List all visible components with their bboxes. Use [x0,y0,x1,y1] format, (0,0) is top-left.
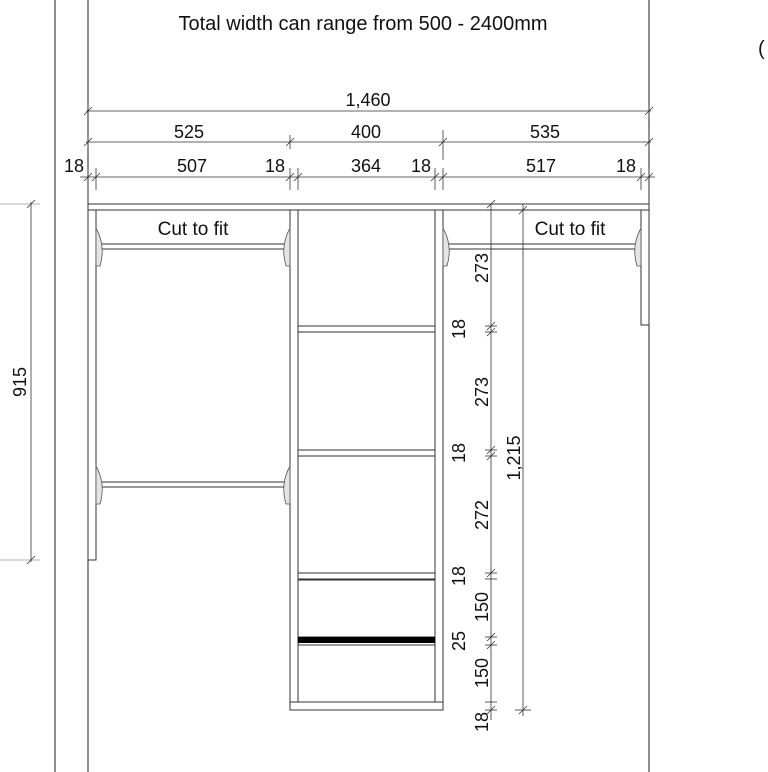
dim-tower-8: 25 [449,630,469,652]
tower-shelf-1 [298,326,435,332]
dim-inner-middle: 364 [350,156,382,176]
right-side-panel [641,210,649,325]
drawer-gap [298,637,435,643]
tower-shelf-2 [298,450,435,456]
dim-side-panel-3: 18 [410,156,432,176]
dim-tower-9: 150 [472,657,492,689]
rail-bracket-icon [284,228,290,266]
dim-side-panel-4: 18 [615,156,637,176]
dim-tower-2: 18 [449,318,469,340]
dim-left-height: 915 [10,366,30,398]
rail-bracket-icon [284,466,290,504]
cropped-edge-text: ( [758,38,765,60]
wardrobe-structure [88,204,649,710]
dim-inner-left: 507 [176,156,208,176]
dim-tower-7: 150 [472,591,492,623]
dim-tower-4: 18 [449,442,469,464]
dim-inner-right: 517 [525,156,557,176]
dim-side-panel-1: 18 [63,156,85,176]
dimension-parts [64,156,655,204]
dim-total-height: 1,215 [504,435,524,481]
hanging-rail-left-top [100,244,286,249]
dimension-tower-heights [449,200,497,732]
dim-tower-10: 18 [472,711,492,733]
dimension-sections [84,122,653,160]
rail-bracket-icon [635,228,641,266]
dim-section-right: 535 [529,122,561,142]
drawer-bottom [298,645,435,702]
dim-section-left: 525 [173,122,205,142]
dim-side-panel-2: 18 [264,156,286,176]
dimension-overall [84,90,653,118]
dim-tower-1: 273 [472,252,492,284]
tower-left-panel [290,210,298,710]
dim-overall-width: 1,460 [345,90,391,110]
dim-tower-3: 273 [472,376,492,408]
left-side-panel [88,210,96,560]
rail-bracket-icon [443,228,449,266]
top-panel [88,204,649,210]
dim-tower-6: 18 [449,565,469,587]
dimension-left-height [0,200,40,564]
tower-right-panel [435,210,443,710]
rail-bracket-icon [96,466,102,504]
diagram-title: Total width can range from 500 - 2400mm [178,13,548,35]
cut-to-fit-label-left: Cut to fit [157,219,229,240]
hanging-rail-right [447,244,637,249]
hanging-rail-left-bottom [100,482,286,487]
drawer-top [298,580,435,637]
dim-section-middle: 400 [350,122,382,142]
tower-shelf-3 [298,573,435,579]
rail-bracket-icon [96,228,102,266]
dim-tower-5: 272 [472,499,492,531]
cut-to-fit-label-right: Cut to fit [534,219,606,240]
tower-base [290,702,443,710]
dimension-total-height [504,204,531,716]
